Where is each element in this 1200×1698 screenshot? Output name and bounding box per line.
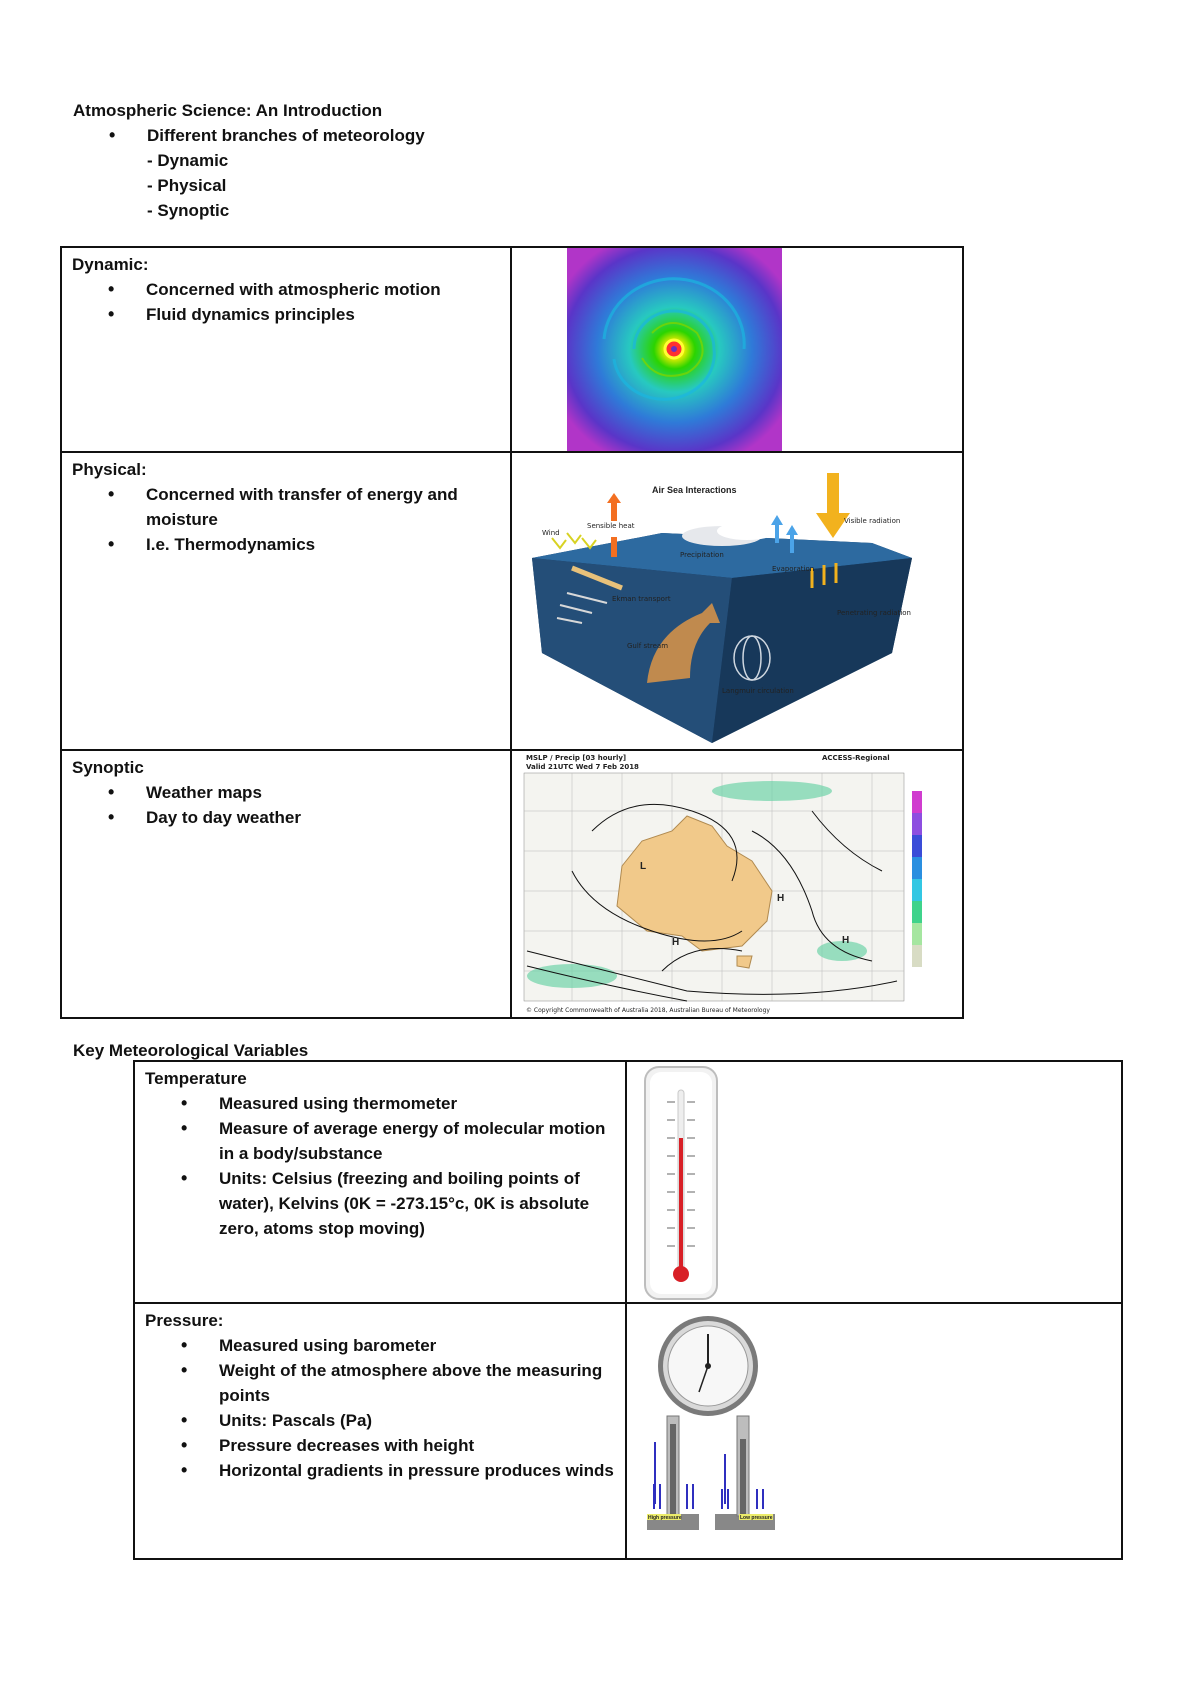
label-sensible-heat: Sensible heat <box>587 522 635 530</box>
physical-cell <box>61 452 511 750</box>
label-evaporation: Evaporation <box>772 565 815 573</box>
cyclone-satellite-image <box>512 248 962 451</box>
sub-item-synoptic: - Synoptic <box>147 201 230 220</box>
pressure-item-3: • Units: Pascals (Pa) <box>219 1408 615 1433</box>
sub-item-dynamic: - Dynamic <box>147 151 229 170</box>
low-pressure-column <box>715 1416 775 1530</box>
high-pressure-label: High pressure <box>648 1515 682 1521</box>
high-pressure-column <box>647 1416 699 1530</box>
aneroid-barometer <box>658 1316 758 1416</box>
synoptic-item-2: • Day to day weather <box>146 805 500 830</box>
thermometer-image-cell <box>626 1061 1122 1303</box>
low-pressure-label: Low pressure <box>740 1515 773 1521</box>
air-sea-title: Air Sea Interactions <box>652 485 737 495</box>
synoptic-heading: Synoptic <box>72 758 144 777</box>
dynamic-cell <box>61 247 511 452</box>
visible-radiation-arrow <box>816 473 850 538</box>
page-title: Atmospheric Science: An Introduction <box>73 101 383 120</box>
map-valid-time: Valid 21UTC Wed 7 Feb 2018 <box>526 763 639 771</box>
synoptic-item-1: • Weather maps <box>146 780 500 805</box>
svg-text:H: H <box>842 935 850 946</box>
variables-table <box>133 1060 1123 1560</box>
dynamic-heading: Dynamic: <box>72 255 149 274</box>
sensible-heat-arrow <box>611 501 617 521</box>
label-penetrating: Penetrating radiation <box>837 609 911 617</box>
weather-map-cell <box>511 750 963 1018</box>
key-variables-title: Key Meteorological Variables <box>73 1041 309 1060</box>
barometer-image-cell <box>626 1303 1122 1559</box>
pressure-item-2: • Weight of the atmosphere above the measuring points <box>219 1358 615 1408</box>
svg-text:H: H <box>777 893 785 904</box>
label-wind: Wind <box>542 529 560 537</box>
thermometer-image <box>627 1062 1121 1302</box>
pressure-item-4: • Pressure decreases with height <box>219 1433 615 1458</box>
temperature-item-1: • Measured using thermometer <box>219 1091 615 1116</box>
temperature-heading: Temperature <box>145 1069 247 1088</box>
pressure-cell <box>134 1303 626 1559</box>
air-sea-diagram <box>512 453 962 749</box>
physical-item-1: • Concerned with transfer of energy and moisture <box>146 482 500 532</box>
map-copyright: © Copyright Commonwealth of Australia 2018, Australian Bureau of Meteorology <box>526 1007 770 1014</box>
temperature-item-2: • Measure of average energy of molecular motion in a body/substance <box>219 1116 615 1166</box>
pressure-item-5: • Horizontal gradients in pressure produces winds <box>219 1458 615 1483</box>
mercury-column <box>679 1138 683 1273</box>
synoptic-cell <box>61 750 511 1018</box>
thermometer-bulb <box>673 1266 689 1282</box>
intro-section <box>73 98 425 223</box>
air-sea-image-cell <box>511 452 963 750</box>
barometer-images <box>627 1304 1121 1558</box>
label-precipitation: Precipitation <box>680 551 724 559</box>
svg-text:H: H <box>672 937 680 948</box>
physical-heading: Physical: <box>72 460 147 479</box>
temperature-item-3: • Units: Celsius (freezing and boiling points of water), Kelvins (0K = -273.15°c, 0K is absolute zero, atoms stop moving) <box>219 1166 615 1241</box>
sub-item-physical: - Physical <box>147 176 227 195</box>
label-langmuir: Langmuir circulation <box>722 687 794 695</box>
label-ekman: Ekman transport <box>612 595 671 603</box>
pressure-heading: Pressure: <box>145 1311 224 1330</box>
map-header-left: MSLP / Precip [03 hourly] <box>526 754 627 762</box>
pressure-item-1: • Measured using barometer <box>219 1333 615 1358</box>
physical-item-2: • I.e. Thermodynamics <box>146 532 500 557</box>
branches-table <box>60 246 964 1019</box>
intro-bullet: • Different branches of meteorology <box>147 123 425 148</box>
weather-map-image <box>512 751 962 1017</box>
map-header-right: ACCESS-Regional <box>822 754 890 762</box>
svg-text:L: L <box>640 861 647 872</box>
label-visible-radiation: Visible radiation <box>844 517 901 525</box>
label-gulf-stream: Gulf stream <box>627 642 669 650</box>
dynamic-item-1: • Concerned with atmospheric motion <box>146 277 500 302</box>
cyclone-image-cell <box>511 247 963 452</box>
temperature-cell <box>134 1061 626 1303</box>
dynamic-item-2: • Fluid dynamics principles <box>146 302 500 327</box>
